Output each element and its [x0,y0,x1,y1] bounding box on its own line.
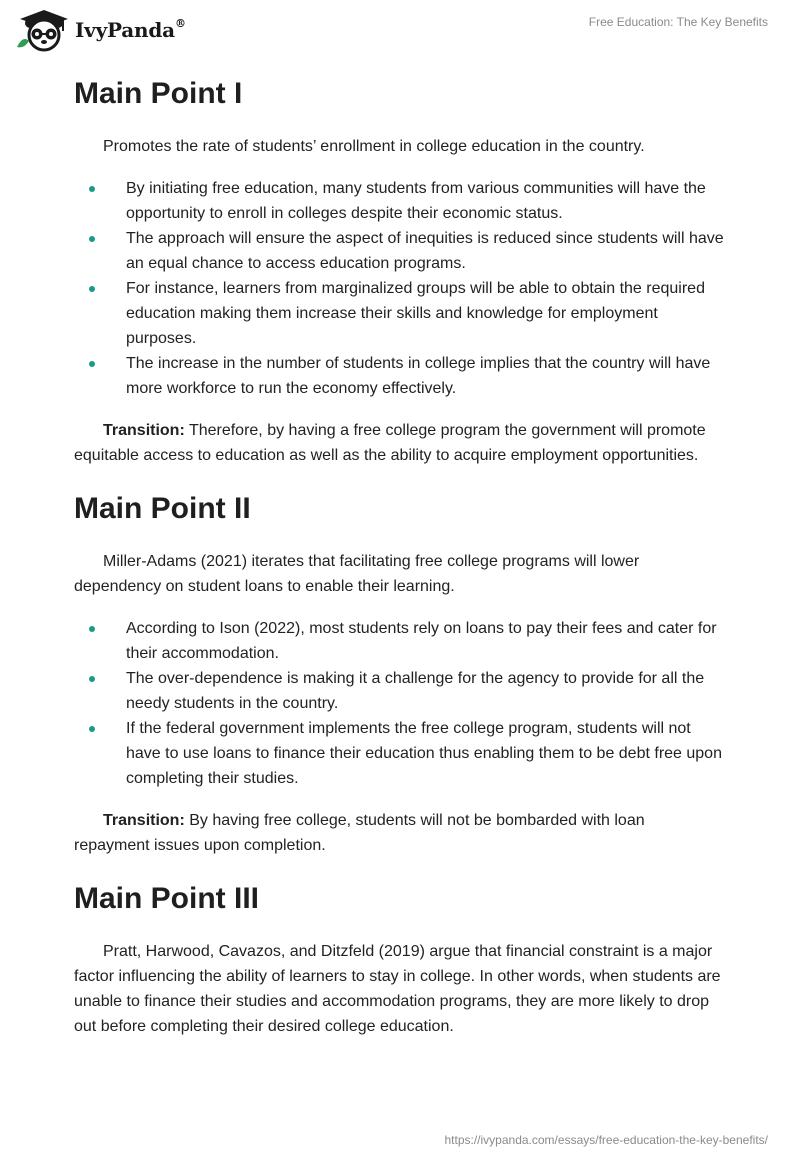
section-heading: Main Point I [74,77,243,110]
panda-logo-icon [14,7,70,53]
transition-paragraph: Transition: Therefore, by having a free college program the government will promote equitable access to education as well as the ability to acquire employment opportunities. [74,422,706,464]
source-url[interactable]: https://ivypanda.com/essays/free-education-the-key-benefits/ [444,1133,768,1147]
section-intro: Miller-Adams (2021) iterates that facilitating free college programs will lower dependency on student loans to enable their learning. [74,553,640,595]
bullet-icon [89,186,95,192]
bullet-icon [89,626,95,632]
section-heading: Main Point III [74,882,259,915]
brand-name: IvyPanda® [75,17,186,42]
list-item: The increase in the number of students in college implies that the country will have more workforce to run the economy effectively. [74,351,724,401]
list-item: If the federal government implements the free college program, students will not have to use loans to finance their education thus enabling them to be debt free upon completing their studies. [74,716,724,791]
bullet-list [74,616,724,791]
list-item: The over-dependence is making it a challenge for the agency to provide for all the needy students in the country. [74,666,724,716]
bullet-list [74,176,724,401]
bullet-icon [89,286,95,292]
essay-content [74,72,724,1039]
list-item: By initiating free education, many students from various communities will have the opportunity to enroll in colleges despite their economic status. [74,176,724,226]
section-intro: Pratt, Harwood, Cavazos, and Ditzfeld (2019) argue that financial constraint is a major factor influencing the ability of learners to stay in college. In other words, when students are unable to finance their studies and accommodation programs, they are more likely to drop out before completing their desired college education. [74,943,721,1035]
section-heading: Main Point II [74,492,251,525]
transition-label: Transition: [103,812,185,829]
list-item: According to Ison (2022), most students rely on loans to pay their fees and cater for their accommodation. [74,616,724,666]
page-header [0,0,800,64]
section-intro: Promotes the rate of students’ enrollment in college education in the country. [103,138,645,155]
list-item: For instance, learners from marginalized groups will be able to obtain the required education making them increase their skills and knowledge for employment purposes. [74,276,724,351]
list-item: The approach will ensure the aspect of inequities is reduced since students will have an equal chance to access education programs. [74,226,724,276]
transition-paragraph: Transition: By having free college, students will not be bombarded with loan repayment issues upon completion. [74,812,645,854]
document-title: Free Education: The Key Benefits [588,15,768,29]
transition-label: Transition: [103,422,185,439]
bullet-icon [89,361,95,367]
bullet-icon [89,676,95,682]
bullet-icon [89,236,95,242]
bullet-icon [89,726,95,732]
logo[interactable] [14,7,186,53]
